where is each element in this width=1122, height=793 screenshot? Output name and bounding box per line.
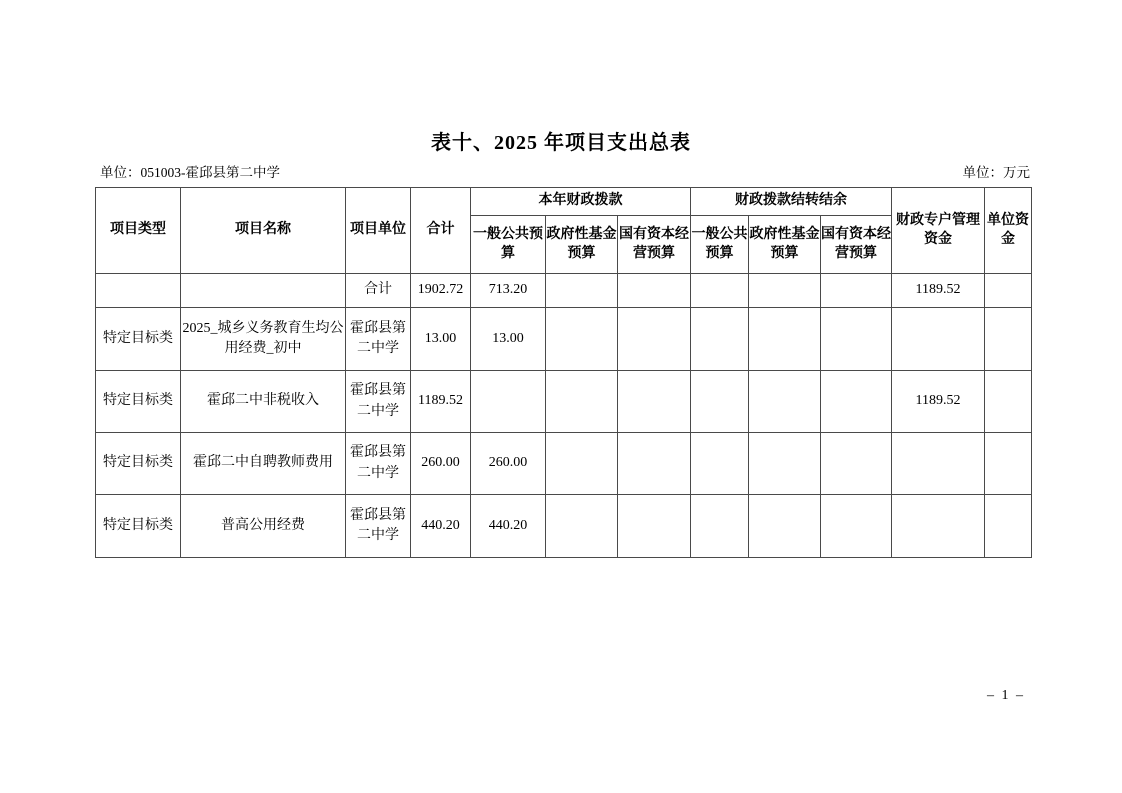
cell-project-unit: 霍邱县第二中学 [346,371,411,433]
cell-current-general: 260.00 [471,433,546,495]
cell-carry-general [691,274,749,308]
cell-project-type: 特定目标类 [96,433,181,495]
cell-total: 1902.72 [411,274,471,308]
currency-unit-label: 单位：万元 [962,165,1030,180]
cell-current-gov-fund [546,371,618,433]
cell-unit-fund [985,371,1032,433]
cell-carry-state-capital [821,371,892,433]
cell-project-name: 霍邱二中自聘教师费用 [181,433,346,495]
cell-project-name: 普高公用经费 [181,495,346,558]
cell-project-unit: 霍邱县第二中学 [346,495,411,558]
header-current-state-capital-budget: 国有资本经营预算 [618,216,691,274]
cell-project-unit: 合计 [346,274,411,308]
cell-total: 1189.52 [411,371,471,433]
cell-special-account: 1189.52 [892,371,985,433]
table-header [96,188,1032,274]
unit-code-label: 单位：051003-霍邱县第二中学 [100,165,280,180]
cell-carry-state-capital [821,308,892,371]
cell-unit-fund [985,495,1032,558]
cell-special-account [892,433,985,495]
table-row [96,495,1032,558]
cell-current-gov-fund [546,274,618,308]
cell-project-type: 特定目标类 [96,495,181,558]
cell-carry-gov-fund [749,308,821,371]
cell-project-unit: 霍邱县第二中学 [346,433,411,495]
table-row-total [96,274,1032,308]
cell-project-unit: 霍邱县第二中学 [346,308,411,371]
header-project-unit: 项目单位 [346,188,411,274]
page-title: 表十、2025 年项目支出总表 [431,132,691,154]
header-total: 合计 [411,188,471,274]
table-body [96,274,1032,558]
cell-current-gov-fund [546,433,618,495]
cell-project-name: 2025_城乡义务教育生均公用经费_初中 [181,308,346,371]
cell-special-account [892,308,985,371]
table-row [96,308,1032,371]
cell-current-state-capital [618,274,691,308]
header-project-name: 项目名称 [181,188,346,274]
cell-total: 260.00 [411,433,471,495]
cell-total: 13.00 [411,308,471,371]
header-carry-general-public-budget: 一般公共预算 [691,216,749,274]
header-unit-funds: 单位资金 [985,188,1032,274]
header-current-gov-fund-budget: 政府性基金预算 [546,216,618,274]
cell-carry-general [691,433,749,495]
header-current-general-public-budget: 一般公共预算 [471,216,546,274]
cell-current-gov-fund [546,308,618,371]
cell-carry-gov-fund [749,371,821,433]
cell-project-type: 特定目标类 [96,308,181,371]
cell-current-state-capital [618,371,691,433]
cell-carry-gov-fund [749,274,821,308]
header-row-groups [96,188,1032,216]
cell-current-general: 13.00 [471,308,546,371]
cell-total: 440.20 [411,495,471,558]
table-row [96,433,1032,495]
header-group-current-appropriation: 本年财政拨款 [471,188,691,216]
budget-table [95,187,1032,558]
cell-special-account: 1189.52 [892,274,985,308]
cell-project-type: 特定目标类 [96,371,181,433]
cell-carry-general [691,495,749,558]
cell-carry-state-capital [821,274,892,308]
cell-carry-general [691,371,749,433]
cell-carry-general [691,308,749,371]
cell-current-general: 713.20 [471,274,546,308]
cell-project-name: 霍邱二中非税收入 [181,371,346,433]
header-special-account-funds: 财政专户管理资金 [892,188,985,274]
cell-current-state-capital [618,433,691,495]
cell-unit-fund [985,308,1032,371]
table-row [96,371,1032,433]
cell-project-type [96,274,181,308]
cell-carry-gov-fund [749,495,821,558]
cell-special-account [892,495,985,558]
cell-unit-fund [985,274,1032,308]
header-carry-state-capital-budget: 国有资本经营预算 [821,216,892,274]
cell-current-gov-fund [546,495,618,558]
cell-current-state-capital [618,495,691,558]
cell-current-general: 440.20 [471,495,546,558]
cell-project-name [181,274,346,308]
cell-current-general [471,371,546,433]
header-project-type: 项目类型 [96,188,181,274]
cell-carry-state-capital [821,495,892,558]
header-carry-gov-fund-budget: 政府性基金预算 [749,216,821,274]
header-group-carryover: 财政拨款结转结余 [691,188,892,216]
cell-current-state-capital [618,308,691,371]
cell-unit-fund [985,433,1032,495]
cell-carry-gov-fund [749,433,821,495]
unit-info-row [100,161,1030,181]
page-number: – 1 – [987,688,1025,703]
cell-carry-state-capital [821,433,892,495]
